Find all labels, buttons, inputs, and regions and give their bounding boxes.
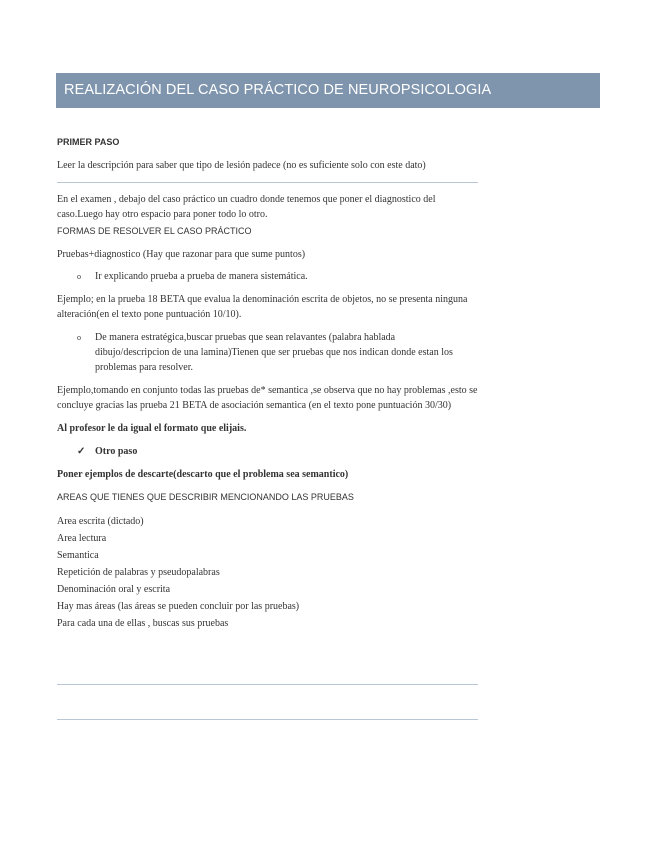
example-paragraph: Ejemplo; en la prueba 18 BETA que evalua la denominación escrita de objetos, no se presenta ninguna alteración(en el texto pone puntuación 10/10). [57,294,468,320]
list-item-text: Ir explicando prueba a prueba de manera sistemática. [95,271,308,282]
bullet-circle-icon: o [77,272,81,281]
area-item: Semantica [57,550,99,561]
divider [57,684,478,685]
pruebas-line: Pruebas+diagnostico (Hay que razonar para que sume puntos) [57,249,306,260]
format-note: Al profesor le da igual el formato que elijais. [57,423,247,434]
document-body [57,127,482,632]
section-paragraph: Leer la descripción para saber que tipo de lesión padece (no es suficiente solo con este dato) [57,160,426,171]
intro-paragraph: En el examen , debajo del caso práctico un cuadro donde tenemos que poner el diagnostico del caso.Luego hay otro espacio para poner todo lo otro. [57,194,436,220]
example-paragraph: Ejemplo,tomando en conjunto todas las pruebas de* semantica ,se observa que no hay problemas ,esto se concluye gracias las prueba 21 BETA de asociación semantica (en el texto pone puntuación 30/30) [57,385,478,411]
areas-heading: AREAS QUE TIENES QUE DESCRIBIR MENCIONANDO LAS PRUEBAS [57,492,354,502]
section-heading-primer-paso: PRIMER PASO [57,137,120,147]
areas-list [57,513,482,632]
divider [57,719,478,720]
list-item [57,269,482,284]
list-item-text: De manera estratégica,buscar pruebas que sean relavantes (palabra hablada dibujo/descripcion de una lamina)Tienen que ser pruebas que nos indican donde estan los problemas para resolver. [95,332,453,373]
area-item: Repetición de palabras y pseudopalabras [57,567,220,578]
forms-heading: FORMAS DE RESOLVER EL CASO PRÁCTICO [57,226,252,236]
document-title: REALIZACIÓN DEL CASO PRÁCTICO DE NEUROPSICOLOGIA [56,73,600,108]
area-item: Para cada una de ellas , buscas sus pruebas [57,618,229,629]
area-item: Area escrita (dictado) [57,516,144,527]
list-item [57,330,482,375]
descarte-note: Poner ejemplos de descarte(descarto que el problema sea semantico) [57,469,349,480]
area-item: Denominación oral y escrita [57,584,171,595]
area-item: Area lectura [57,533,107,544]
divider [57,182,478,183]
checklist-item-text: Otro paso [95,446,138,457]
checkmark-icon: ✓ [77,446,86,457]
bullet-circle-icon: o [77,333,81,342]
area-item: Hay mas áreas (las áreas se pueden concluir por las pruebas) [57,601,300,612]
checklist-item [57,444,482,459]
